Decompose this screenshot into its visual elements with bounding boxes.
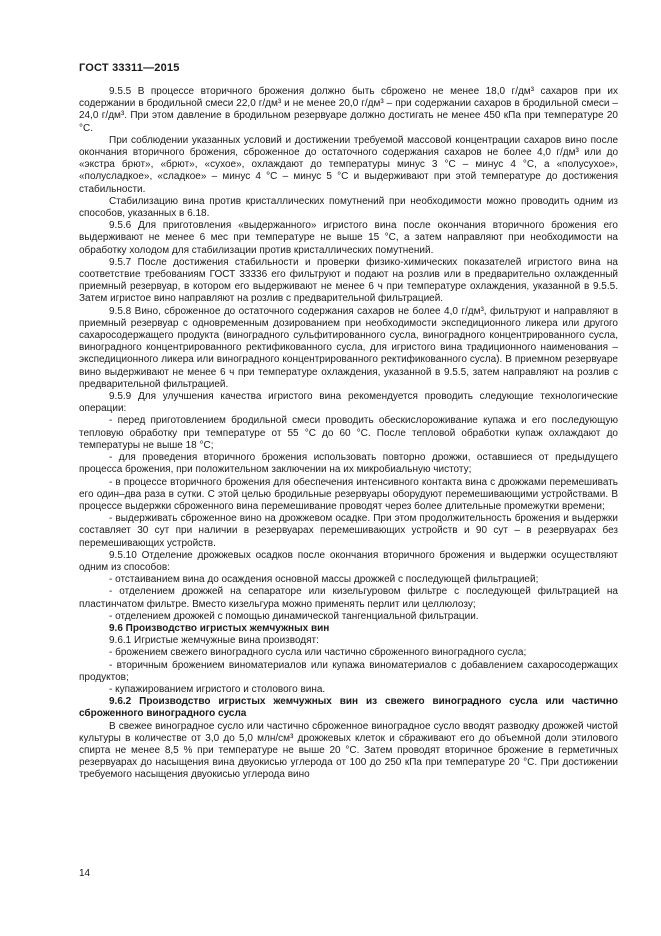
paragraph: 9.5.5 В процессе вторичного брожения должно быть сброжено не менее 18,0 г/дм³ сахаров при их содержании в бродильной смеси 22,0 г/дм³ и не менее 20,0 г/дм³ – при содержании сахаров в бродильной смеси – 24,0 г/дм³. При этом давление в бродильном резервуаре должно достигать не менее 450 кПа при температуре 20 °С. — [79, 86, 618, 134]
list-item: - отстаиванием вина до осаждения основной массы дрожжей с последующей фильтрацией; — [109, 574, 539, 586]
paragraph: Стабилизацию вина против кристаллических помутнений при необходимости можно проводить одним из способов, указанных в 6.18. — [79, 195, 618, 220]
paragraph: 9.6.1 Игристые жемчужные вина производят: — [109, 635, 319, 647]
paragraph: 9.5.7 После достижения стабильности и проверки физико-химических показателей игристого вина на соответствие требованиям ГОСТ 33336 его фильтруют и подают на розлив или в предварительно охлажденный приемный резервуар, в котором его выдерживают не менее 6 ч при температуре охлаждения, указанной в 9.5.5. Затем игристое вино направляют на розлив с предварительной фильтрацией. — [79, 256, 618, 305]
page-number: 14 — [79, 868, 91, 879]
section-heading: 9.6 Производство игристых жемчужных вин — [109, 622, 330, 634]
list-item: - для проведения вторичного брожения использовать повторно дрожжи, оставшиеся от предыдущего процесса брожения, при положительном заключении на их микробиальную чистоту; — [79, 452, 618, 476]
document-body — [79, 86, 618, 782]
list-item: - перед приготовлением бродильной смеси проводить обескислороживание купажа и его последующую тепловую обработку при температуре от 55 °С до 60 °С. После тепловой обработки купаж охлаждают до температуры не выше 18 °С; — [79, 415, 618, 451]
document-header: ГОСТ 33311—2015 — [79, 62, 180, 74]
subsection-heading: 9.6.2 Производство игристых жемчужных вин из свежего виноградного сусла или частично сброженного виноградного сусла — [79, 696, 618, 720]
paragraph: В свежее виноградное сусло или частично сброженное виноградное сусло вводят разводку дрожжей чистой культуры в количестве от 3,0 до 5,0 млн/см³ дрожжевых клеток и сбраживают его до объемной доли этилового спирта не менее 8,5 % при температуре не выше 20 °С. Затем проводят вторичное брожение в герметичных резервуарах до насыщения вина двуокисью углерода от 100 до 250 кПа при температуре 20 °С. При достижении требуемого насыщения двуокисью углерода вино — [79, 720, 618, 781]
paragraph: При соблюдении указанных условий и достижении требуемой массовой концентрации сахаров вино после окончания вторичного брожения, сброженное до остаточного содержания сахаров не более 4,0 г/дм³ или до «экстра брют», «брют», «сухое», охлаждают до температуры минус 3 °С – минус 4 °С, а «полусухое», «полусладкое», «сладкое» – минус 4 °С – минус 5 °С и выдерживают при этой температуре до достижения стабильности. — [79, 134, 618, 195]
list-item: - отделением дрожжей с помощью динамической тангенциальной фильтрации. — [109, 610, 479, 622]
list-item: - отделением дрожжей на сепараторе или кизельгуровом фильтре с последующей фильтрацией на пластинчатом фильтре. Вместо кизельгура можно применять перлит или целлюлозу; — [79, 586, 618, 610]
list-item: - в процессе вторичного брожения для обеспечения интенсивного контакта вина с дрожжами перемешивать его один–два раза в сутки. С этой целью бродильные резервуары оборудуют перемешивающими устройствами. В процессе выдержки сброженного вина перемешивание проводят через более длительные промежутки времени; — [79, 476, 618, 512]
list-item: - выдерживать сброженное вино на дрожжевом осадке. При этом продолжительность брожения и выдержки составляет 30 сут при наличии в резервуарах перемешивающих устройств и 90 сут – в резервуарах без перемешивающих устройств. — [79, 513, 618, 549]
list-item: - вторичным брожением виноматериалов или купажа виноматериалов с добавлением сахаросодержащих продуктов; — [79, 659, 618, 683]
paragraph: 9.5.9 Для улучшения качества игристого вина рекомендуется проводить следующие технологические операции: — [79, 391, 618, 415]
paragraph: 9.5.8 Вино, сброженное до остаточного содержания сахаров не более 4,0 г/дм³, фильтруют и направляют в приемный резервуар с одновременным дозированием при необходимости экспедиционного ликера или другого сахаросодержащего продукта (виноградного сульфитированного сусла, виноградного концентрированного сусла, виноградного концентрированного ректификованного сусла, для игристого вина традиционного наименования – экспедиционного ликера или виноградного концентрированного ректификованного сусла). В приемном резервуаре вино выдерживают не менее 6 ч при температуре охлаждения, указанной в 9.5.5, затем направляют на розлив с предварительной фильтрацией. — [79, 305, 618, 390]
paragraph: 9.5.10 Отделение дрожжевых осадков после окончания вторичного брожения и выдержки осуществляют одним из способов: — [79, 549, 618, 573]
list-item: - купажированием игристого и столового вина. — [109, 683, 326, 695]
paragraph: 9.5.6 Для приготовления «выдержанного» игристого вина после окончания вторичного брожения его выдерживают не менее 6 мес при температуре не выше 15 °С, а затем направляют при необходимости на обработку холодом для стабилизации против кристаллических помутнений. — [79, 220, 618, 256]
list-item: - брожением свежего виноградного сусла или частично сброженного виноградного сусла; — [109, 647, 527, 659]
